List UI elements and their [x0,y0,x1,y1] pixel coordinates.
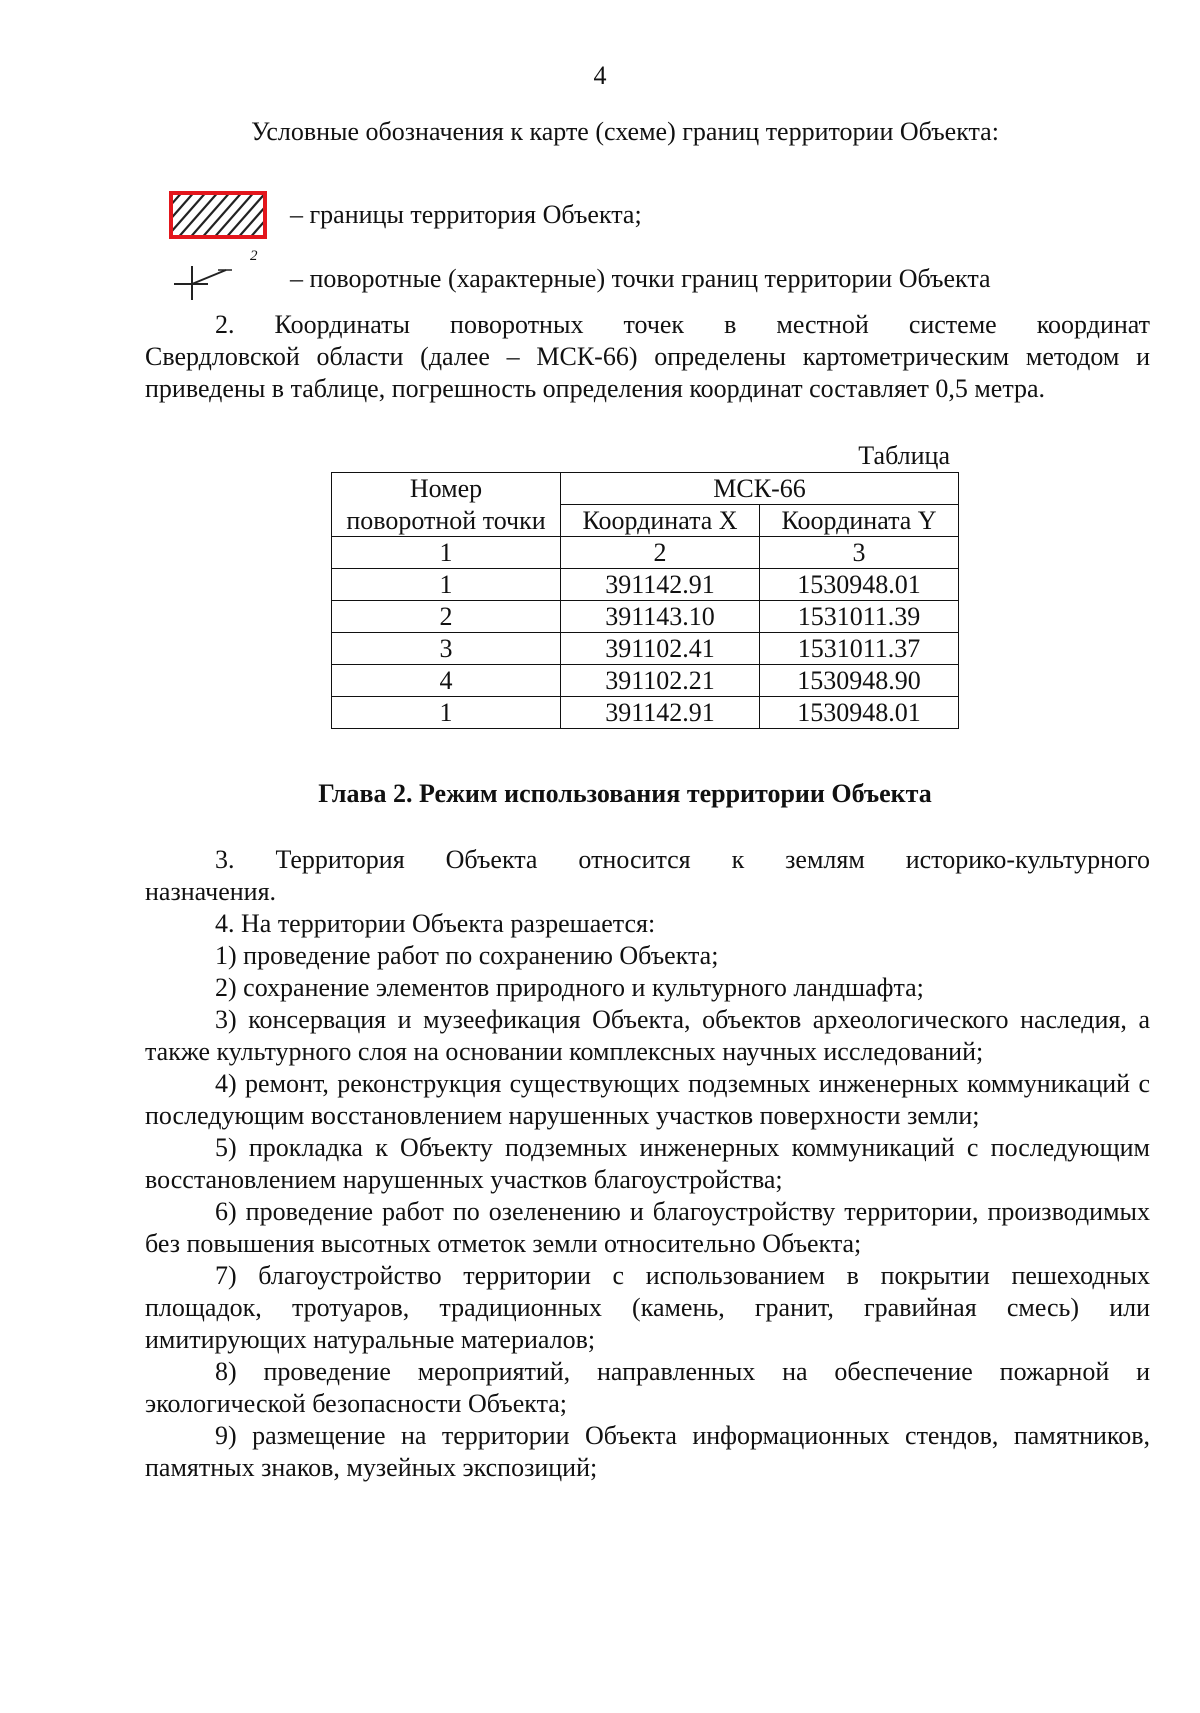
table-cell: 1 [332,569,561,601]
table-cell: 1531011.37 [760,633,959,665]
paragraph-4-intro: 4. На территории Объекта разрешается: [215,909,656,938]
table-cell: 391142.91 [561,697,760,729]
table-cell: 2 [561,537,760,569]
table-cell: 1530948.01 [760,697,959,729]
page-number: 4 [593,61,607,90]
paragraph-2-first-line: 2. Координаты поворотных точек в местной системе координат [215,310,1150,339]
table-caption: Таблица [858,441,950,470]
table-index-row [332,537,959,569]
list-item: 1) проведение работ по сохранению Объекта; [215,941,719,970]
table-row [332,665,959,697]
table-cell: 3 [332,633,561,665]
list-item: 7) благоустройство территории с использованием в покрытии пешеходных площадок, тротуаров, традиционных (камень, гранит, гравийная смесь) или имитирующих натуральные материалов; [145,1261,1150,1354]
table-row [332,633,959,665]
list-item: 8) проведение мероприятий, направленных на обеспечение пожарной и экологической безопасности Объекта; [145,1357,1150,1418]
table-row [332,697,959,729]
list-item: 2) сохранение элементов природного и культурного ландшафта; [215,973,924,1002]
table-cell: 1530948.01 [760,569,959,601]
paragraph-2 [145,309,1150,405]
table-row [332,569,959,601]
table-cell: 1 [332,697,561,729]
table-cell: 391142.91 [561,569,760,601]
list-item: 6) проведение работ по озеленению и благоустройству территории, производимых без повышения высотных отметок земли относительно Объекта; [145,1197,1150,1258]
list-item: 5) прокладка к Объекту подземных инженерных коммуникаций с последующим восстановлением нарушенных участков благоустройства; [145,1133,1150,1194]
table-cell: 2 [332,601,561,633]
list-item: 3) консервация и музеефикация Объекта, объектов археологического наследия, а также культурного слоя на основании комплексных научных исследований; [145,1005,1150,1066]
legend-turning-point-text: – поворотные (характерные) точки границ территории Объекта [290,264,991,293]
paragraph-3-first-line: 3. Территория Объекта относится к землям историко-культурного [215,845,1150,874]
header-coord-x: Координата X [561,505,760,537]
list-item: 4) ремонт, реконструкция существующих подземных инженерных коммуникаций с последующим восстановлением нарушенных участков поверхности земли; [145,1069,1150,1130]
legend-item-turning-point [168,248,991,302]
list-item: 9) размещение на территории Объекта информационных стендов, памятников, памятных знаков, музейных экспозиций; [145,1421,1150,1482]
header-msk66: МСК-66 [561,473,959,505]
paragraph-3 [145,844,1150,908]
paragraph-3-rest: назначения. [145,877,277,906]
turning-point-label: 2 [250,248,258,264]
table-cell: 1531011.39 [760,601,959,633]
paragraph-2-rest: Свердловской области (далее – МСК-66) определены картометрическим методом и приведены в таблице, погрешность определения координат составляет 0,5 метра. [145,342,1150,403]
hatched-boundary-icon [168,190,268,240]
table-cell: 1 [332,537,561,569]
table-cell: 1530948.90 [760,665,959,697]
header-point-number-1: Номер [332,473,561,505]
chapter-title: Глава 2. Режим использования территории Объекта [318,779,932,808]
legend-item-boundary [168,190,642,240]
coordinates-table [331,472,959,729]
table-row [332,601,959,633]
legend-boundary-text: – границы территория Объекта; [290,200,642,229]
table-cell: 391143.10 [561,601,760,633]
header-coord-y: Координата Y [760,505,959,537]
table-cell: 4 [332,665,561,697]
header-point-number-2: поворотной точки [332,505,561,537]
legend-title: Условные обозначения к карте (схеме) границ территории Объекта: [251,117,999,146]
table-cell: 391102.21 [561,665,760,697]
table-cell: 391102.41 [561,633,760,665]
table-cell: 3 [760,537,959,569]
paragraph-4 [145,908,1150,1484]
